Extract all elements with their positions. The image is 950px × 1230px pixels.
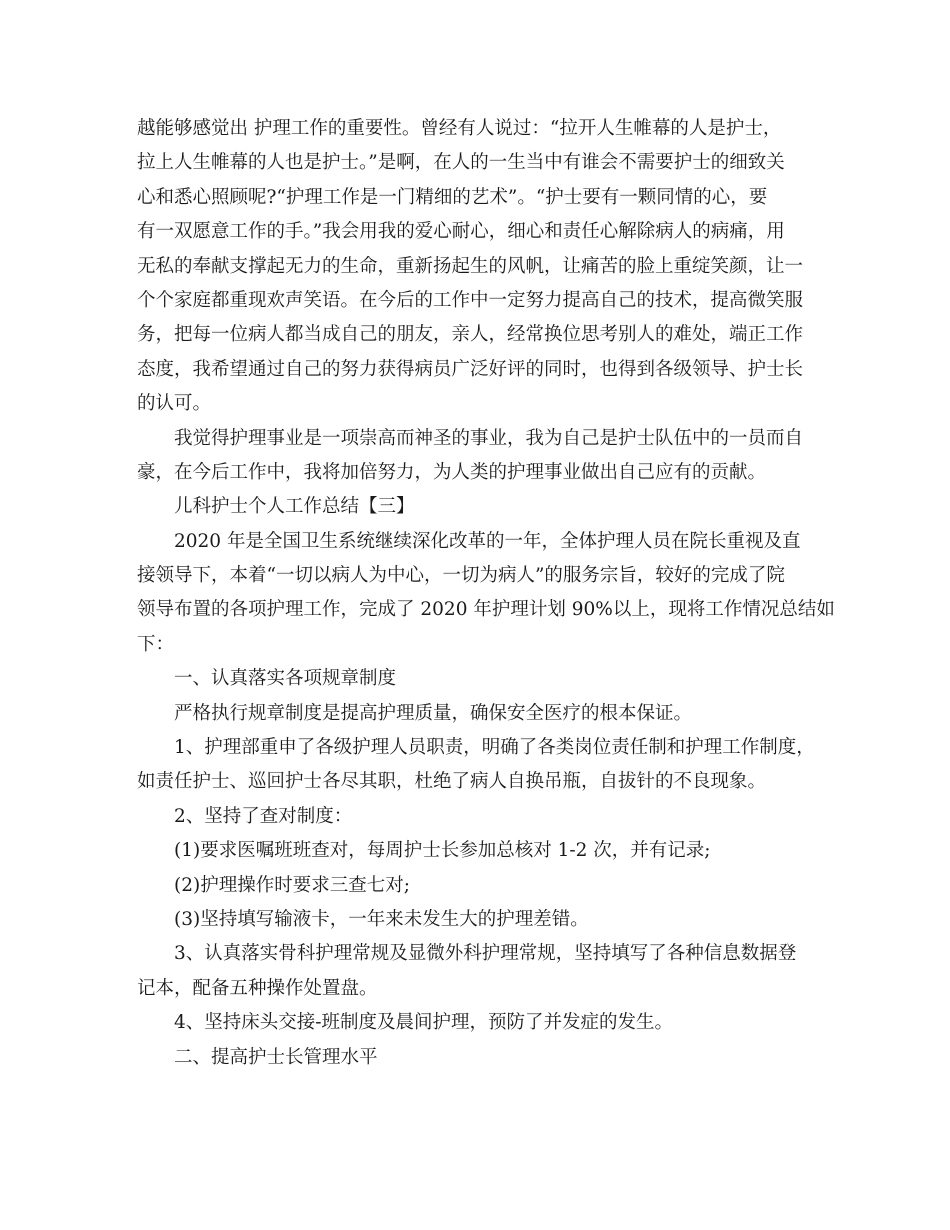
text-line: 2、坚持了查对制度：: [174, 805, 353, 827]
text-line: 一、认真落实各项规章制度: [174, 668, 397, 690]
text-line: 心和悉心照顾呢?“护理工作是一门精细的艺术”。“护士要有一颗同情的心，要: [137, 186, 768, 208]
text-line: (2)护理操作时要求三查七对;: [174, 874, 410, 896]
text-line: 的认可。: [137, 393, 212, 415]
document-body: [137, 112, 835, 1075]
text-line: 有一双愿意工作的手。”我会用我的爱心耐心，细心和责任心解除病人的病痛，用: [137, 221, 785, 243]
text-line: 拉上人生帷幕的人也是护士。”是啊，在人的一生当中有谁会不需要护士的细致关: [137, 152, 785, 174]
text-line: 3、认真落实骨科护理常规及显微外科护理常规，坚持填写了各种信息数据登: [174, 943, 797, 965]
text-line: 二、提高护士长管理水平: [174, 1046, 378, 1068]
text-line: 1、护理部重申了各级护理人员职责，明确了各类岗位责任制和护理工作制度，: [174, 737, 815, 759]
text-line: 4、坚持床头交接-班制度及晨间护理，预防了并发症的发生。: [174, 1012, 674, 1034]
text-line: 无私的奉献支撑起无力的生命，重新扬起生的风帆，让痛苦的脸上重绽笑颜，让一: [137, 255, 804, 277]
text-line: 2020 年是全国卫生系统继续深化改革的一年，全体护理人员在院长重视及直: [174, 530, 801, 552]
text-line: 儿科护士个人工作总结【三】: [174, 496, 415, 518]
text-line: (1)要求医嘱班班查对，每周护士长参加总核对 1-2 次，并有记录;: [174, 840, 711, 862]
text-line: 记本，配备五种操作处置盘。: [137, 977, 378, 999]
text-line: (3)坚持填写输液卡，一年来未发生大的护理差错。: [174, 908, 589, 930]
text-line: 严格执行规章制度是提高护理质量，确保安全医疗的根本保证。: [174, 702, 693, 724]
text-line: 下：: [137, 633, 175, 655]
text-line: 务，把每一位病人都当成自己的朋友，亲人，经常换位思考别人的难处，端正工作: [137, 324, 804, 346]
text-line: 豪，在今后工作中，我将加倍努力，为人类的护理事业做出自己应有的贡献。: [137, 461, 767, 483]
text-line: 我觉得护理事业是一项崇高而神圣的事业，我为自己是护士队伍中的一员而自: [174, 427, 804, 449]
text-line: 如责任护士、巡回护士各尽其职，杜绝了病人自换吊瓶，自拔针的不良现象。: [137, 771, 767, 793]
text-line: 个个家庭都重现欢声笑语。在今后的工作中一定努力提高自己的技术，提高微笑服: [137, 289, 804, 311]
text-line: 越能够感觉出 护理工作的重要性。曾经有人说过：“拉开人生帷幕的人是护士，: [137, 118, 782, 139]
text-line: 态度，我希望通过自己的努力获得病员广泛好评的同时，也得到各级领导、护士长: [137, 358, 804, 380]
text-line: 领导布置的各项护理工作，完成了 2020 年护理计划 90%以上，现将工作情况总结如: [137, 599, 835, 621]
text-line: 接领导下，本着“一切以病人为中心，一切为病人”的服务宗旨，较好的完成了院: [137, 565, 785, 587]
